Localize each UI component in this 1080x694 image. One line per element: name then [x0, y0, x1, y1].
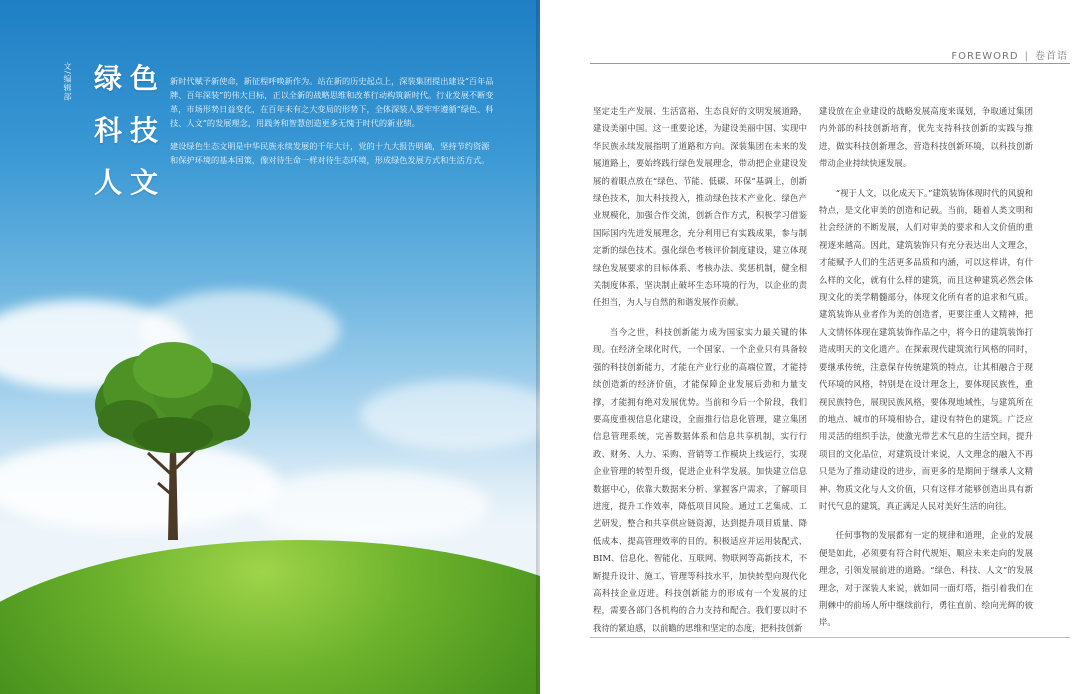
- text-column-2: [819, 103, 1033, 644]
- body-paragraph: “视于人文，以化成天下。”建筑装饰体现时代的风貌和特点，是文化审美的创造和记载。当前，随着人类文明和社会经济的不断发展，人们对审美的要求和人文价值的重视逐来越高。因此，建筑装饰只有充分表达出人文理念，才能赋予人们的生活更多品质和内涵，可以这样讲，有什么样的文化，就有什么样的建筑，而且这种建筑必然会体现文化的美学精髓部分，体现文化所有者的追求和气质。建筑装饰从业者作为美的创造者，更要注重人文精神，把人文情怀体现在建筑装饰作品之中，将今日的建筑装饰打造成明天的文化遗产。在探索现代建筑流行风格的同时，要继承传统，注意保存传统建筑的特点，让其相融合于现代环境的风格，特别是在设计理念上，要体现民族性，重视民族特色，展现民族风格，要体现地域性，与建筑所在的地点、城市的环境相协合，建设有特色的建筑。广泛应用灵活的组织手法，使激光带艺术气息的生活空间，提升项目的文化品位，对建筑设计来说，人文理念的融入不再只是为了推动建设的进步，而更多的是期间于继承人文精神、物质文化与人文价值，只有这样才能够创造出具有新时代气息的建筑，真正满足人民对美好生活的向往。: [819, 187, 1033, 511]
- text-column-1: [593, 103, 807, 649]
- body-paragraph: 当今之世，科技创新能力成为国家实力最关键的体现。在经济全球化时代，一个国家、一个企业只有具备较强的科技创新能力，才能在产业行业的高端位置，才能持续创造新的经济价值，才能保障企业发展后劲和力量支撑，才能拥有绝对发展优势。当前和今后一个阶段，我们要高度重视信息化建设，全面推行信息化管理，建立集团信息管理系统，完善数据体系和信息共享机制，实行行政、财务、人力、采购、营销等工作模块上线运行，实现企业管理的转型升级，促进企业科学发展。加快建立信息数据中心，依靠大数据来分析、掌握客户需求，了解项目进度，提升工作效率，降低项目风险。通过工艺集成、工艺研发，整合和共享供应链资源，达到提升项目质量、降低成本、提高管理效率的目的。积极适应并运用装配式、BIM、信息化、智能化、互联网、物联网等高新技术，不断提升设计、施工、管理等科技水平，加快转型向现代化高科技企业迈进。科技创新能力的形成有一个发展的过程，需要各部门各机构的合力支持和配合。我们要以时不我待的紧迫感，以前瞻的思维和坚定的态度，把科技创新: [593, 326, 807, 633]
- grass-hill: [0, 540, 540, 694]
- intro-text: [170, 74, 495, 176]
- footer-rule: [590, 637, 1070, 638]
- body-paragraph: 坚定走生产发展、生活富裕、生态良好的文明发展道路，建设美丽中国。这一重要论述，为建设美丽中国、实现中华民族永续发展指明了道路和方向。深装集团在未来的发展道路上，要始终践行绿色发展理念，带动把企业建设发展的着眼点放在“绿色、节能、低碳、环保”基调上，创新绿色技术，加大科技投入，推动绿色技术产业化、绿色产业规模化，加强合作交流，创新合作方式，积极学习借鉴国际国内先进发展理念，充分利用已有实践成果，参与制定新的绿色技术。强化绿色考核评价制度建设，建立体现绿色发展要求的目标体系、考核办法、奖惩机制，健全相关制度体系，坚决制止破坏生态环境的行为，以企业的责任担当，为人与自然的和谐发展作贡献。: [593, 106, 807, 308]
- header-en: FOREWORD: [951, 51, 1019, 62]
- tree-illustration: [88, 335, 258, 550]
- page-title: [94, 62, 166, 218]
- body-paragraph: 建设放在企业建设的战略发展高度来谋划，争取通过集团内外部的科技创新培育，优先支持科技创新的实践与推进，做实科技创新理念，营造科技创新环境，以科技创新带动企业持续快速发展。: [819, 106, 1033, 169]
- title-line-tech: 科技: [94, 114, 167, 147]
- header-rule: [590, 63, 1070, 64]
- section-header: [951, 47, 1068, 62]
- title-line-humanity: 人文: [94, 166, 167, 199]
- cloud: [360, 380, 540, 450]
- title-line-green: 绿色: [94, 62, 167, 95]
- intro-paragraph: 新时代赋予新使命，新征程呼唤新作为。站在新的历史起点上，深装集团提出建设“百年品牌、百年深装”的伟大目标，正以全新的战略思维和改革行动构筑新时代。行业发展不断变革，市场形势日益变化，在百年未有之大变局的形势下，全体深装人要牢牢遵循“绿色、科技、人文”的发展理念，用践务和智慧创造更多无愧于时代的新业绩。: [170, 76, 494, 128]
- author-label: 文/编辑部: [63, 62, 72, 102]
- header-cn: 卷首语: [1035, 51, 1068, 62]
- right-page: [540, 0, 1080, 694]
- body-paragraph: 任何事物的发展都有一定的规律和道理，企业的发展便是如此，必须要有符合时代规矩、顺应未来走向的发展理念，引领发展前进的道路。“绿色、科技、人文”的发展理念，对于深装人来说，就如同一面灯塔，指引着我们在荆棘中的前场人所中继续前行，勇往直前、绘向光辉的彼岸。: [819, 530, 1033, 628]
- intro-paragraph: 建设绿色生态文明是中华民族永续发展的千年大计，党的十九大报告明确，坚持节约资源和保护环境的基本国策，像对待生命一样对待生态环境，形成绿色发展方式和生活方式。: [170, 141, 490, 165]
- cloud: [250, 470, 490, 540]
- header-separator: |: [1024, 51, 1029, 62]
